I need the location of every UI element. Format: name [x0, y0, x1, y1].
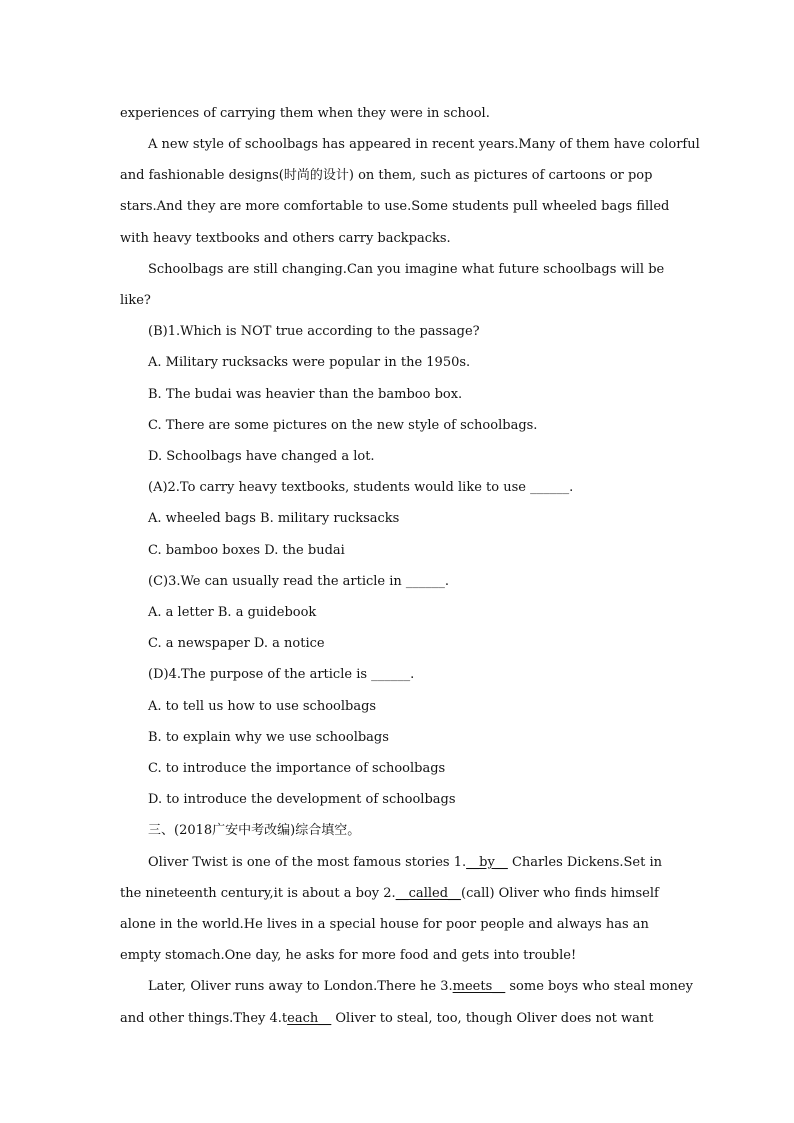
question-option: A. wheeled bags B. military rucksacks — [148, 511, 400, 526]
question-option: A. Military rucksacks were popular in the 1950s. — [148, 355, 471, 370]
cloze-text: Oliver Twist is one of the most famous stories 1. — [148, 855, 467, 870]
question-option: D. Schoolbags have changed a lot. — [148, 449, 375, 464]
cloze-line: alone in the world.He lives in a special house for poor people and always has an — [120, 917, 649, 932]
question-option: C. There are some pictures on the new style of schoolbags. — [148, 418, 538, 433]
answer-blank: __called__ — [395, 886, 462, 901]
section-heading: 三、(2018广安中考改编)综合填空。 — [148, 823, 361, 838]
question-option: C. bamboo boxes D. the budai — [148, 543, 345, 558]
cloze-text: and other things.They 4.t — [120, 1011, 288, 1026]
question-option: C. a newspaper D. a notice — [148, 636, 325, 651]
passage-line: Schoolbags are still changing.Can you imagine what future schoolbags will be — [148, 262, 665, 277]
cloze-line — [148, 979, 693, 995]
question-option: A. a letter B. a guidebook — [148, 605, 317, 620]
cloze-text: the nineteenth century,it is about a boy 2. — [120, 886, 396, 901]
answer-blank: __by__ — [466, 855, 508, 870]
question-option: A. to tell us how to use schoolbags — [148, 699, 377, 714]
question-option: B. The budai was heavier than the bamboo box. — [148, 387, 463, 402]
cloze-text: some boys who steal money — [505, 979, 693, 994]
cloze-text: (call) Oliver who finds himself — [461, 886, 659, 901]
answer-blank: meets__ — [452, 979, 506, 994]
cloze-line: empty stomach.One day, he asks for more food and gets into trouble! — [120, 948, 577, 963]
cloze-text: Oliver to steal, too, though Oliver does not want — [331, 1011, 654, 1026]
passage-line: with heavy textbooks and others carry backpacks. — [120, 231, 451, 246]
cloze-line — [148, 855, 662, 871]
passage-line: like? — [120, 293, 151, 308]
cloze-line — [120, 1011, 653, 1027]
cloze-text: Charles Dickens.Set in — [507, 855, 662, 870]
question-stem: (D)4.The purpose of the article is ______. — [148, 667, 415, 682]
answer-blank: each__ — [287, 1011, 332, 1026]
passage-line: A new style of schoolbags has appeared in recent years.Many of them have colorful — [148, 137, 700, 152]
question-option: D. to introduce the development of schoolbags — [148, 792, 456, 807]
cloze-line — [120, 886, 659, 902]
question-option: B. to explain why we use schoolbags — [148, 730, 389, 745]
question-stem: (C)3.We can usually read the article in ______. — [148, 574, 450, 589]
question-option: C. to introduce the importance of schoolbags — [148, 761, 446, 776]
cloze-text: Later, Oliver runs away to London.There he 3. — [148, 979, 453, 994]
passage-line: stars.And they are more comfortable to use.Some students pull wheeled bags filled — [120, 199, 670, 214]
question-stem: (B)1.Which is NOT true according to the passage? — [148, 324, 480, 339]
passage-line: and fashionable designs(时尚的设计) on them, such as pictures of cartoons or pop — [120, 168, 653, 183]
question-stem: (A)2.To carry heavy textbooks, students would like to use ______. — [148, 480, 574, 495]
passage-line: experiences of carrying them when they were in school. — [120, 106, 490, 121]
